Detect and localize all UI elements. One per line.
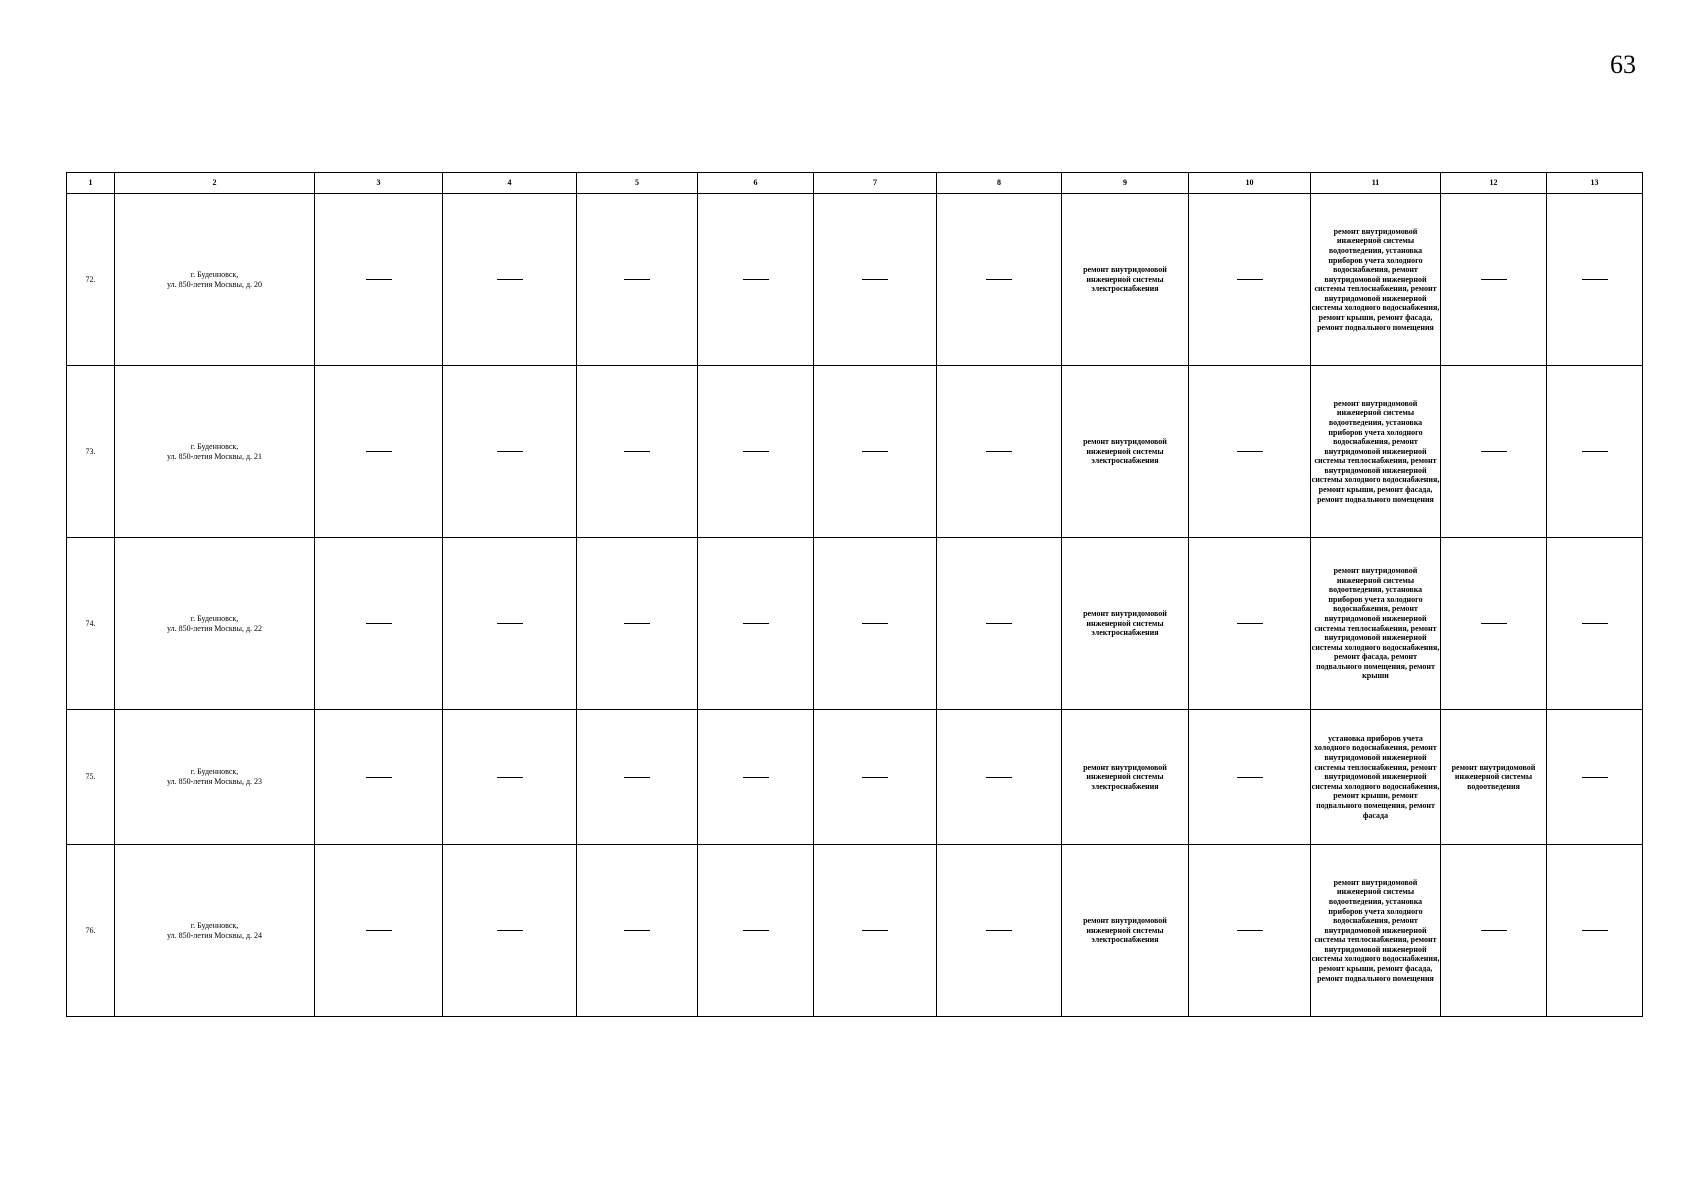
column-4-cell bbox=[443, 710, 577, 845]
address-cell bbox=[115, 538, 315, 710]
column-12-cell bbox=[1441, 194, 1547, 366]
column-12-cell bbox=[1441, 710, 1547, 845]
empty-value-dash bbox=[1481, 279, 1507, 280]
address-street: ул. 850-летия Москвы, д. 23 bbox=[166, 777, 263, 786]
column-6-cell bbox=[698, 538, 814, 710]
column-8-cell bbox=[937, 194, 1062, 366]
empty-value-dash bbox=[1237, 777, 1263, 778]
empty-value-dash bbox=[862, 451, 888, 452]
empty-value-dash bbox=[1481, 930, 1507, 931]
empty-value-dash bbox=[986, 777, 1012, 778]
empty-value-dash bbox=[497, 623, 523, 624]
empty-value-dash bbox=[1582, 777, 1608, 778]
empty-value-dash bbox=[743, 777, 769, 778]
work-description: ремонт внутридомовой инженерной системы водоотведения, установка приборов учета холодного водоснабжения, ремонт внутридомовой инженерной системы теплоснабжения, ремонт внутридомовой инженерной системы холодного водоснабжения, ремонт крыши, ремонт фасада, ремонт подвального помещения bbox=[1311, 226, 1440, 332]
column-header: 13 bbox=[1547, 173, 1643, 194]
column-9-cell bbox=[1062, 538, 1189, 710]
column-6-cell bbox=[698, 366, 814, 538]
column-10-cell bbox=[1189, 538, 1311, 710]
column-11-cell bbox=[1311, 845, 1441, 1017]
empty-value-dash bbox=[624, 777, 650, 778]
column-header: 5 bbox=[577, 173, 698, 194]
empty-value-dash bbox=[862, 930, 888, 931]
address-city: г. Буденновск, bbox=[190, 920, 239, 930]
empty-value-dash bbox=[743, 451, 769, 452]
column-12-cell bbox=[1441, 845, 1547, 1017]
table-row bbox=[67, 366, 1643, 538]
address-city: г. Буденновск, bbox=[190, 767, 239, 777]
column-header: 11 bbox=[1311, 173, 1441, 194]
empty-value-dash bbox=[1582, 623, 1608, 624]
empty-value-dash bbox=[624, 279, 650, 280]
row-number: 76. bbox=[85, 925, 96, 935]
work-description: установка приборов учета холодного водоснабжения, ремонт внутридомовой инженерной системы теплоснабжения, ремонт внутридомовой инженерной системы холодного водоснабжения, ремонт крыши, ремонт подвального помещения, ремонт фасада bbox=[1311, 733, 1440, 820]
column-4-cell bbox=[443, 845, 577, 1017]
column-7-cell bbox=[814, 366, 937, 538]
column-13-cell bbox=[1547, 845, 1643, 1017]
column-3-cell bbox=[315, 366, 443, 538]
row-number-cell bbox=[67, 194, 115, 366]
address-cell bbox=[115, 194, 315, 366]
column-12-cell bbox=[1441, 366, 1547, 538]
work-description: ремонт внутридомовой инженерной системы электроснабжения bbox=[1083, 265, 1167, 294]
empty-value-dash bbox=[986, 279, 1012, 280]
empty-value-dash bbox=[986, 930, 1012, 931]
row-number: 74. bbox=[85, 618, 96, 628]
column-3-cell bbox=[315, 194, 443, 366]
empty-value-dash bbox=[366, 451, 392, 452]
column-header: 4 bbox=[443, 173, 577, 194]
empty-value-dash bbox=[497, 451, 523, 452]
empty-value-dash bbox=[743, 930, 769, 931]
column-12-cell bbox=[1441, 538, 1547, 710]
column-10-cell bbox=[1189, 845, 1311, 1017]
work-description: ремонт внутридомовой инженерной системы электроснабжения bbox=[1083, 609, 1167, 638]
column-13-cell bbox=[1547, 194, 1643, 366]
address-street: ул. 850-летия Москвы, д. 24 bbox=[166, 930, 263, 940]
column-header: 7 bbox=[814, 173, 937, 194]
table-row bbox=[67, 845, 1643, 1017]
empty-value-dash bbox=[366, 623, 392, 624]
empty-value-dash bbox=[1237, 279, 1263, 280]
column-6-cell bbox=[698, 845, 814, 1017]
empty-value-dash bbox=[986, 623, 1012, 624]
column-7-cell bbox=[814, 194, 937, 366]
empty-value-dash bbox=[624, 930, 650, 931]
empty-value-dash bbox=[862, 623, 888, 624]
column-13-cell bbox=[1547, 538, 1643, 710]
table-row bbox=[67, 538, 1643, 710]
address-street: ул. 850-летия Москвы, д. 20 bbox=[166, 279, 263, 289]
row-number: 73. bbox=[85, 446, 96, 456]
column-header: 12 bbox=[1441, 173, 1547, 194]
address-cell bbox=[115, 710, 315, 845]
empty-value-dash bbox=[743, 623, 769, 624]
empty-value-dash bbox=[743, 279, 769, 280]
column-5-cell bbox=[577, 538, 698, 710]
column-5-cell bbox=[577, 366, 698, 538]
column-header: 10 bbox=[1189, 173, 1311, 194]
row-number-cell bbox=[67, 538, 115, 710]
column-3-cell bbox=[315, 845, 443, 1017]
empty-value-dash bbox=[1237, 451, 1263, 452]
address-street: ул. 850-летия Москвы, д. 21 bbox=[166, 451, 263, 461]
empty-value-dash bbox=[497, 930, 523, 931]
work-description: ремонт внутридомовой инженерной системы водоотведения, установка приборов учета холодного водоснабжения, ремонт внутридомовой инженерной системы теплоснабжения, ремонт внутридомовой инженерной системы холодного водоснабжения, ремонт крыши, ремонт фасада, ремонт подвального помещения bbox=[1311, 398, 1440, 504]
address-city: г. Буденновск, bbox=[190, 613, 239, 623]
empty-value-dash bbox=[366, 777, 392, 778]
address-cell bbox=[115, 366, 315, 538]
address-street: ул. 850-летия Москвы, д. 22 bbox=[166, 623, 263, 633]
column-header: 3 bbox=[315, 173, 443, 194]
column-header: 9 bbox=[1062, 173, 1189, 194]
column-5-cell bbox=[577, 710, 698, 845]
column-4-cell bbox=[443, 194, 577, 366]
work-description: ремонт внутридомовой инженерной системы водоотведения, установка приборов учета холодного водоснабжения, ремонт внутридомовой инженерной системы теплоснабжения, ремонт внутридомовой инженерной системы холодного водоснабжения, ремонт фасада, ремонт подвального помещения, ремонт крыши bbox=[1311, 565, 1440, 681]
empty-value-dash bbox=[1582, 279, 1608, 280]
work-description: ремонт внутридомовой инженерной системы электроснабжения bbox=[1083, 437, 1167, 466]
empty-value-dash bbox=[366, 279, 392, 280]
empty-value-dash bbox=[624, 623, 650, 624]
address-cell bbox=[115, 845, 315, 1017]
repair-schedule-table bbox=[66, 172, 1643, 1017]
column-6-cell bbox=[698, 194, 814, 366]
row-number-cell bbox=[67, 845, 115, 1017]
empty-value-dash bbox=[862, 279, 888, 280]
column-13-cell bbox=[1547, 366, 1643, 538]
empty-value-dash bbox=[624, 451, 650, 452]
column-11-cell bbox=[1311, 710, 1441, 845]
empty-value-dash bbox=[1582, 451, 1608, 452]
table-row bbox=[67, 194, 1643, 366]
column-8-cell bbox=[937, 538, 1062, 710]
column-8-cell bbox=[937, 710, 1062, 845]
work-description: ремонт внутридомовой инженерной системы электроснабжения bbox=[1083, 762, 1167, 791]
work-description: ремонт внутридомовой инженерной системы водоотведения, установка приборов учета холодного водоснабжения, ремонт внутридомовой инженерной системы теплоснабжения, ремонт внутридомовой инженерной системы холодного водоснабжения, ремонт крыши, ремонт фасада, ремонт подвального помещения bbox=[1311, 877, 1440, 983]
column-7-cell bbox=[814, 710, 937, 845]
column-9-cell bbox=[1062, 845, 1189, 1017]
column-9-cell bbox=[1062, 366, 1189, 538]
work-description: ремонт внутридомовой инженерной системы электроснабжения bbox=[1083, 916, 1167, 945]
empty-value-dash bbox=[862, 777, 888, 778]
empty-value-dash bbox=[1481, 623, 1507, 624]
column-11-cell bbox=[1311, 366, 1441, 538]
column-3-cell bbox=[315, 710, 443, 845]
table-body bbox=[67, 173, 1643, 1017]
column-8-cell bbox=[937, 366, 1062, 538]
empty-value-dash bbox=[497, 777, 523, 778]
column-10-cell bbox=[1189, 710, 1311, 845]
row-number: 75. bbox=[85, 772, 96, 782]
column-header: 1 bbox=[67, 173, 115, 194]
work-description: ремонт внутридомовой инженерной системы водоотведения bbox=[1451, 762, 1536, 791]
column-8-cell bbox=[937, 845, 1062, 1017]
column-header: 2 bbox=[115, 173, 315, 194]
column-10-cell bbox=[1189, 194, 1311, 366]
empty-value-dash bbox=[497, 279, 523, 280]
table-row bbox=[67, 710, 1643, 845]
empty-value-dash bbox=[986, 451, 1012, 452]
column-11-cell bbox=[1311, 194, 1441, 366]
column-header: 6 bbox=[698, 173, 814, 194]
address-city: г. Буденновск, bbox=[190, 269, 239, 279]
empty-value-dash bbox=[1481, 451, 1507, 452]
column-4-cell bbox=[443, 366, 577, 538]
page-number: 63 bbox=[1610, 50, 1636, 79]
column-number-header-row bbox=[67, 173, 1643, 194]
column-7-cell bbox=[814, 538, 937, 710]
column-9-cell bbox=[1062, 194, 1189, 366]
column-7-cell bbox=[814, 845, 937, 1017]
empty-value-dash bbox=[1237, 623, 1263, 624]
column-13-cell bbox=[1547, 710, 1643, 845]
column-9-cell bbox=[1062, 710, 1189, 845]
column-5-cell bbox=[577, 845, 698, 1017]
row-number-cell bbox=[67, 710, 115, 845]
column-3-cell bbox=[315, 538, 443, 710]
column-6-cell bbox=[698, 710, 814, 845]
column-5-cell bbox=[577, 194, 698, 366]
column-header: 8 bbox=[937, 173, 1062, 194]
empty-value-dash bbox=[1582, 930, 1608, 931]
empty-value-dash bbox=[1237, 930, 1263, 931]
column-4-cell bbox=[443, 538, 577, 710]
column-11-cell bbox=[1311, 538, 1441, 710]
empty-value-dash bbox=[366, 930, 392, 931]
address-city: г. Буденновск, bbox=[190, 441, 239, 451]
row-number-cell bbox=[67, 366, 115, 538]
column-10-cell bbox=[1189, 366, 1311, 538]
row-number: 72. bbox=[85, 274, 96, 284]
